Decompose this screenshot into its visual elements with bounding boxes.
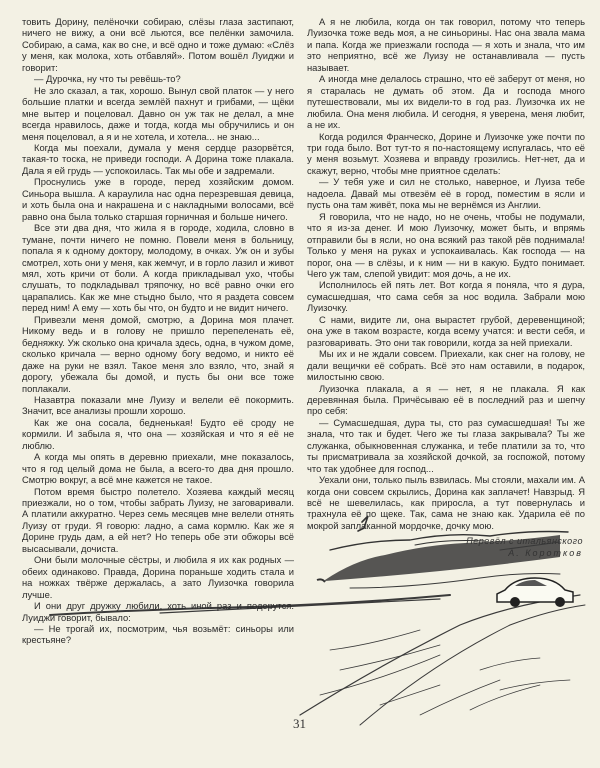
paragraph: Не зло сказал, а так, хорошо. Вынул свой платок — у него большие платки и всегда землёй пахнут и грибами, — щёки мне вытер и поцеловал. Давно он уж так не делал, а мне всегда нравилось, даже и тогда, когда мы обручились и он меня поцеловал, а я и не хотела, и хотела... не знаю... bbox=[22, 84, 294, 142]
right-paragraphs bbox=[307, 16, 585, 531]
paragraph: товить Дорину, пелёночки собираю, слёзы глаза застипают, ничего не вижу, а они всё льются, все пелёнки замочила. Собираю, а сама, как во сне, и всё одно и тоже думаю: «Слёз у меня, как молока, хоть отбавляй». Потом вошёл Луиджи и говорит: bbox=[22, 16, 294, 73]
paragraph: Привезли меня домой, смотрю, а Дорина моя плачет. Никому ведь и в голову не пришло перепеленать её, бедняжку. Уж сколько она кричала здесь, одна, в чужом доме, сколько кричала — верно одному богу ведомо, и никто её даже на руки не взял. Такое меня зло взяло, что, знай я дорогу, убежала бы домой, и пусть бы они все тоже поплакали. bbox=[22, 313, 294, 394]
paragraph: — Сумасшедшая, дура ты, сто раз сумасшедшая! Ты же знала, что так и будет. Чего же ты глаза закрывала? Ты же служанка, обыкновенная служанка, и тебе платили за то, что ты присматривала за хозяйской дочкой, за госпожой, потому что так удобнее для господ... bbox=[307, 416, 585, 474]
paragraph: Когда родился Франческо, Дорине и Луизочке уже почти по три года было. Вот тут-то я по-настоящему испугалась, что её у меня возьмут. Хозяева и вправду грозились. Нет-нет, да и скажут, верно, чтобы мне приятное сделать: bbox=[307, 130, 585, 176]
car-icon bbox=[497, 578, 573, 607]
credit-author: А. Коротков bbox=[508, 548, 583, 559]
paragraph: — Не трогай их, посмотрим, чья возьмёт: синьоры или крестьяне? bbox=[22, 623, 294, 646]
left-text-column bbox=[22, 16, 294, 646]
paragraph: Как же она сосала, бедненькая! Будто её сроду не кормили. И забыла я, что она — хозяйская и что я её не люблю. bbox=[22, 416, 294, 451]
translator-credit bbox=[307, 535, 585, 559]
paragraph: — Дурочка, ну что ты ревёшь-то? bbox=[34, 73, 181, 85]
paragraph: Потом время быстро полетело. Хозяева каждый месяц приезжали, но о том, чтобы забрать Луизу, не заговаривали. А платили аккуратно. Через семь месяцев мне велели отнять Луизу от груди. Я говорю: ладно, а сама кормлю. Как же я Дорине грудь дам, а ей нет? Но теперь обе эти обжоры всё высасывали, дочиста. bbox=[22, 485, 294, 554]
paragraph: А иногда мне делалось страшно, что её заберут от меня, но я старалась не думать об этом. Да и господа много путешествовали, мы их видели-то в год раз. Луизочка их не любила. Она меня любила. И сегодня, я уверена, меня любит, а не их. bbox=[307, 73, 585, 131]
paragraph: С нами, видите ли, она вырастет грубой, деревенщиной; она уже в таком возрасте, когда всему учатся: и вести себя, и разговаривать. Это они так говорили, когда за ней приехали. bbox=[307, 313, 585, 348]
paragraph: А когда мы опять в деревню приехали, мне показалось, что я год целый дома не была, а всего-то два дня прошло. Смотрю вокруг, а всё мне кажется не такое. bbox=[22, 451, 294, 486]
paragraph: Луизочка плакала, а я — нет, я не плакала. Я как деревянная была. Причёсываю её в последний раз и шепчу про себя: bbox=[307, 382, 585, 417]
credit-line: Перевёл с итальянского bbox=[466, 536, 583, 547]
paragraph: Мы их и не ждали совсем. Приехали, как снег на голову, не дали вещички её собрать. Всё это нам оставили, в подарок, милостыню свою. bbox=[307, 348, 585, 383]
paragraph: Все эти два дня, что жила я в городе, ходила, словно в тумане, почти ничего не помню. Повели меня в больницу, попала я к одному доктору, молодому, в очках. Уж он и зубы смотрел, хоть они у меня, как жемчуг, и в горло лазил и живот мял, хоть кричи от боли. А когда прикладывал ухо, чтобы слушать, то подкладывал тряпочку, но всё равно очки его царапались. Как же мне стыдно было, что я раздета совсем перед ним! А ему — хоть бы что, он будто и не видит ничего. bbox=[22, 222, 294, 314]
paragraph: И они друг дружку любили, хоть иной раз и подерутся. Луиджи говорит, бывало: bbox=[22, 600, 294, 623]
page-number: 31 bbox=[293, 716, 306, 731]
right-text-column bbox=[307, 16, 585, 559]
paragraph: Проснулись уже в городе, перед хозяйским домом. Синьора вышла. А караулила нас одна перезревшая девица, и хоть была она и накрашена и с накладными волосами, всё равно она была только старшая горничная и больше ничего. bbox=[22, 176, 294, 222]
paragraph: — У тебя уже и сил не столько, наверное, и Луиза тебе надоела. Давай мы отвезём её в город, поместим в ясли и пусть она там живёт, пока мы не вернёмся из Англии. bbox=[307, 176, 585, 211]
paragraph: Когда мы поехали, думала у меня сердце разорвётся, такая-то тоска, не приведи господи. А Дорина тоже плакала. Дала я ей грудь — успокоилась. Так мы обе и задремали. bbox=[22, 141, 294, 176]
paragraph: А я не любила, когда он так говорил, потому что теперь Луизочка тоже ведь моя, а не синьорины. Нас она звала мама и папа. Когда же приезжали господа — я хоть и знала, что им это неприятно, всё же Луизу не останавливала — пусть называет. bbox=[307, 16, 585, 73]
paragraph: Исполнилось ей пять лет. Вот когда я поняла, что я дура, сумасшедшая, что сама себя за нос водила. Забрали мою Луизочку. bbox=[307, 279, 585, 314]
paragraph: Уехали они, только пыль взвилась. Мы стояли, махали им. А когда они совсем скрылись, Дорина как заплачет! Навзрыд. Я всё не шевелилась, как приросла, а тут повернулась и трахнула её по щеке. Так, сама не знаю как. Ударила её по мокрой заплаканной мордочке, дочку мою. bbox=[307, 474, 585, 531]
paragraph: Они были молочные сёстры, и любила я их как родных — обеих одинаково. Правда, Дорина пораньше ходить стала и на ножках твёрже держалась, а зато Луизочка говорила лучше. bbox=[22, 554, 294, 600]
paragraph: Назавтра показали мне Луизу и велели её покормить. Значит, все анализы прошли хорошо. bbox=[22, 393, 294, 417]
paragraph: Я говорила, что не надо, но не очень, чтобы не подумали, что я из-за денег. И мою Луизочку, может быть, и впрямь отправили бы в ясли, но она всякий раз такой рёв поднимала! Только у меня на руках и успокаивалась. Как господа — на порог, она — в слёзы, и к ним — ни в какую. Будто понимает. Чего уж там, слепой увидит: моя дочь, а не их. bbox=[307, 210, 585, 279]
